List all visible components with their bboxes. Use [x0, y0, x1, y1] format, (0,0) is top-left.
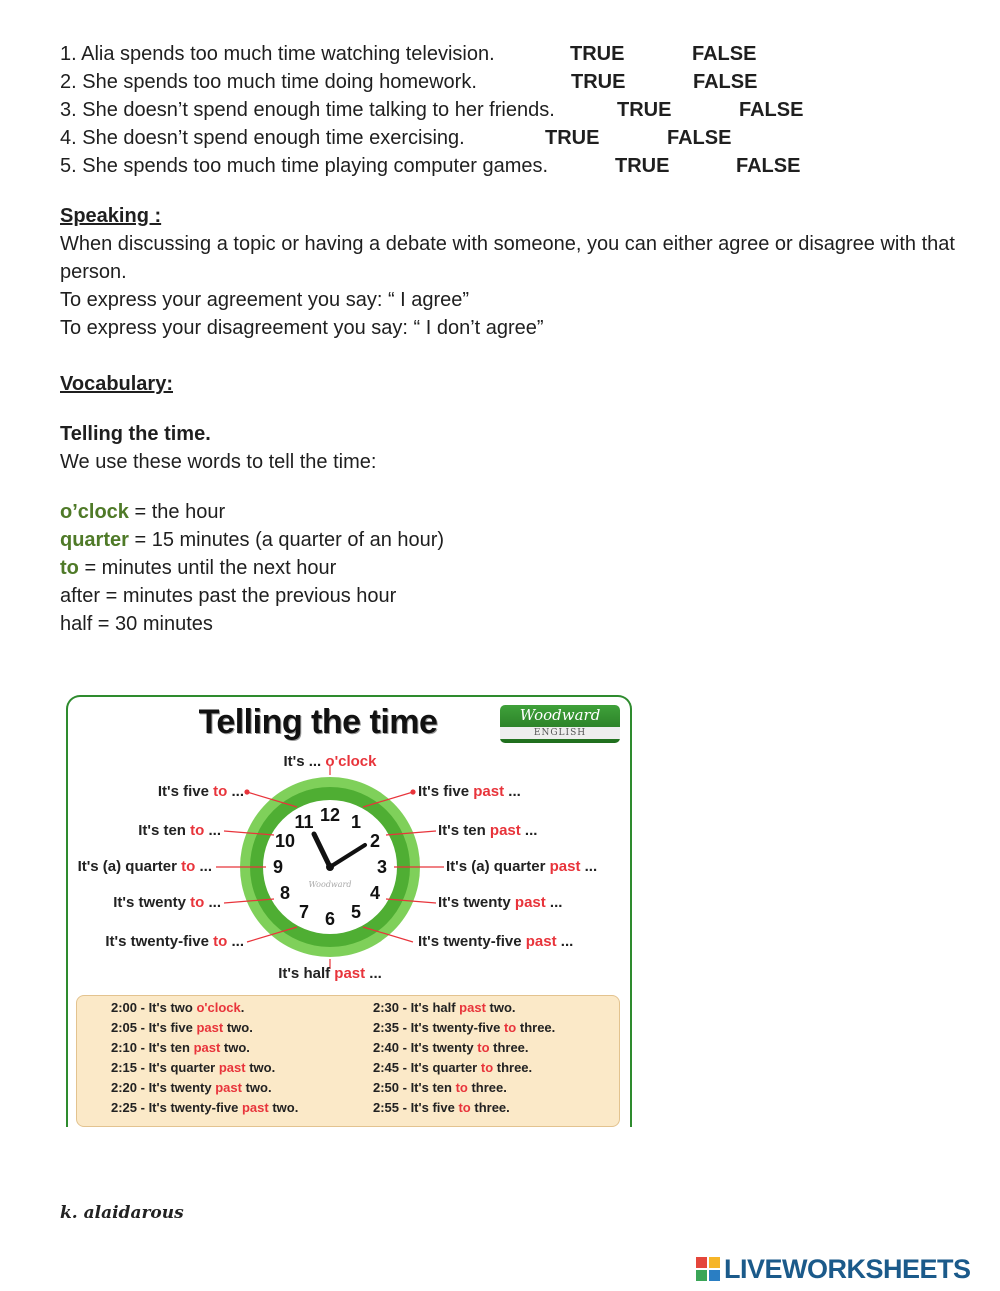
- worksheet-body: [60, 40, 960, 638]
- false-option[interactable]: FALSE: [736, 155, 801, 177]
- label-twenty-to: It's twenty to ...: [113, 894, 221, 911]
- true-option[interactable]: TRUE: [545, 127, 600, 149]
- example-row: 2:40 - It's twenty to three.: [373, 1040, 529, 1055]
- label-ten-past: It's ten past ...: [438, 822, 538, 839]
- clock-face: [240, 777, 420, 957]
- term: o’clock: [60, 501, 129, 523]
- spacer: [60, 342, 960, 370]
- example-row: 2:15 - It's quarter past two.: [111, 1060, 276, 1075]
- quiz-item-3: [60, 96, 960, 124]
- clock-number: 4: [369, 883, 381, 903]
- true-option[interactable]: TRUE: [570, 43, 625, 65]
- logo-subtext: ENGLISH: [500, 727, 620, 739]
- author-signature: k. alaidarous: [60, 1203, 184, 1223]
- examples-left-column: [111, 998, 298, 1118]
- example-row: 2:30 - It's half past two.: [373, 1000, 516, 1015]
- example-row: 2:50 - It's ten to three.: [373, 1080, 507, 1095]
- definition-oclock: [60, 498, 960, 526]
- speaking-paragraph: When discussing a topic or having a debate with someone, you can either agree or disagree with that person.: [60, 233, 955, 283]
- disagreement-phrase: To express your disagreement you say: “ I don’t agree”: [60, 317, 544, 339]
- label-half-past: It's half past ...: [278, 965, 382, 982]
- examples-right-column: [373, 998, 555, 1118]
- clock-number: 11: [294, 812, 314, 832]
- clock-number: 2: [369, 831, 381, 851]
- quiz-statement: 1. Alia spends too much time watching television.: [60, 43, 495, 65]
- label-quarter-past: It's (a) quarter past ...: [446, 858, 598, 875]
- label-ten-to: It's ten to ...: [138, 822, 221, 839]
- clock-center: [326, 863, 334, 871]
- label-oclock: It's ... o'clock: [283, 753, 377, 770]
- quiz-statement: 2. She spends too much time doing homework.: [60, 71, 477, 93]
- telling-time-infographic: [66, 695, 632, 1127]
- false-option[interactable]: FALSE: [693, 71, 758, 93]
- true-option[interactable]: TRUE: [617, 99, 672, 121]
- label-twenty-past: It's twenty past ...: [438, 894, 563, 911]
- vocabulary-heading: Vocabulary:: [60, 373, 173, 395]
- example-row: 2:45 - It's quarter to three.: [373, 1060, 533, 1075]
- example-row: 2:05 - It's five past two.: [111, 1020, 253, 1035]
- clock-number: 1: [350, 812, 362, 832]
- definition: = 15 minutes (a quarter of an hour): [128, 529, 445, 551]
- clock-number: 9: [272, 857, 284, 877]
- quiz-item-2: [60, 68, 960, 96]
- true-false-quiz: [60, 40, 960, 180]
- label-twenty-five-past: It's twenty-five past ...: [418, 933, 574, 950]
- liveworksheets-wordmark: LIVEWORKSHEETS: [724, 1253, 971, 1284]
- false-option[interactable]: FALSE: [692, 43, 757, 65]
- true-option[interactable]: TRUE: [571, 71, 626, 93]
- label-five-to: It's five to ...: [157, 783, 244, 800]
- term: to: [60, 557, 79, 579]
- clock-number: 6: [324, 909, 336, 929]
- vocabulary-subheading: Telling the time.: [60, 423, 211, 445]
- definition-quarter: [60, 526, 960, 554]
- agreement-phrase: To express your agreement you say: “ I agree”: [60, 289, 470, 311]
- spacer: [60, 180, 960, 202]
- example-row: 2:55 - It's five to three.: [373, 1100, 510, 1115]
- quiz-statement: 4. She doesn’t spend enough time exercising.: [60, 127, 465, 149]
- clock-number: 12: [319, 805, 341, 825]
- quiz-item-1: [60, 40, 960, 68]
- example-row: 2:00 - It's two o'clock.: [111, 1000, 245, 1015]
- examples-box: [76, 995, 620, 1127]
- definition-after: [60, 582, 960, 610]
- clock-number: 3: [376, 857, 388, 877]
- definition: = the hour: [128, 501, 226, 523]
- speaking-heading: Speaking :: [60, 205, 162, 227]
- definition: = minutes until the next hour: [78, 557, 337, 579]
- definition-to: [60, 554, 960, 582]
- liveworksheets-logo-icon: [696, 1257, 720, 1281]
- clock-number: 8: [279, 883, 291, 903]
- quiz-item-5: [60, 152, 960, 180]
- liveworksheets-brand: [696, 1254, 971, 1284]
- logo-text: Woodward: [519, 706, 601, 724]
- spacer: [60, 476, 960, 498]
- clock-number: 5: [350, 902, 362, 922]
- clock-number: 10: [274, 831, 296, 851]
- clock-diagram: [68, 697, 626, 997]
- example-row: 2:10 - It's ten past two.: [111, 1040, 250, 1055]
- term: quarter: [60, 529, 129, 551]
- example-row: 2:25 - It's twenty-five past two.: [111, 1100, 299, 1115]
- label-twenty-five-to: It's twenty-five to ...: [105, 933, 244, 950]
- quiz-item-4: [60, 124, 960, 152]
- quiz-statement: 3. She doesn’t spend enough time talking to her friends.: [60, 99, 555, 121]
- label-quarter-to: It's (a) quarter to ...: [77, 858, 212, 875]
- definition-half: [60, 610, 960, 638]
- true-option[interactable]: TRUE: [615, 155, 670, 177]
- clock-brand: Woodward: [308, 880, 352, 889]
- example-row: 2:20 - It's twenty past two.: [111, 1080, 272, 1095]
- infographic-title: Telling the time: [198, 703, 438, 741]
- definition: after = minutes past the previous hour: [60, 585, 397, 607]
- definition: half = 30 minutes: [60, 613, 213, 635]
- false-option[interactable]: FALSE: [739, 99, 804, 121]
- spacer: [60, 398, 960, 420]
- example-row: 2:35 - It's twenty-five to three.: [373, 1020, 556, 1035]
- label-five-past: It's five past ...: [418, 783, 521, 800]
- clock-number: 7: [298, 902, 310, 922]
- false-option[interactable]: FALSE: [667, 127, 732, 149]
- vocabulary-intro: We use these words to tell the time:: [60, 451, 377, 473]
- quiz-statement: 5. She spends too much time playing computer games.: [60, 155, 549, 177]
